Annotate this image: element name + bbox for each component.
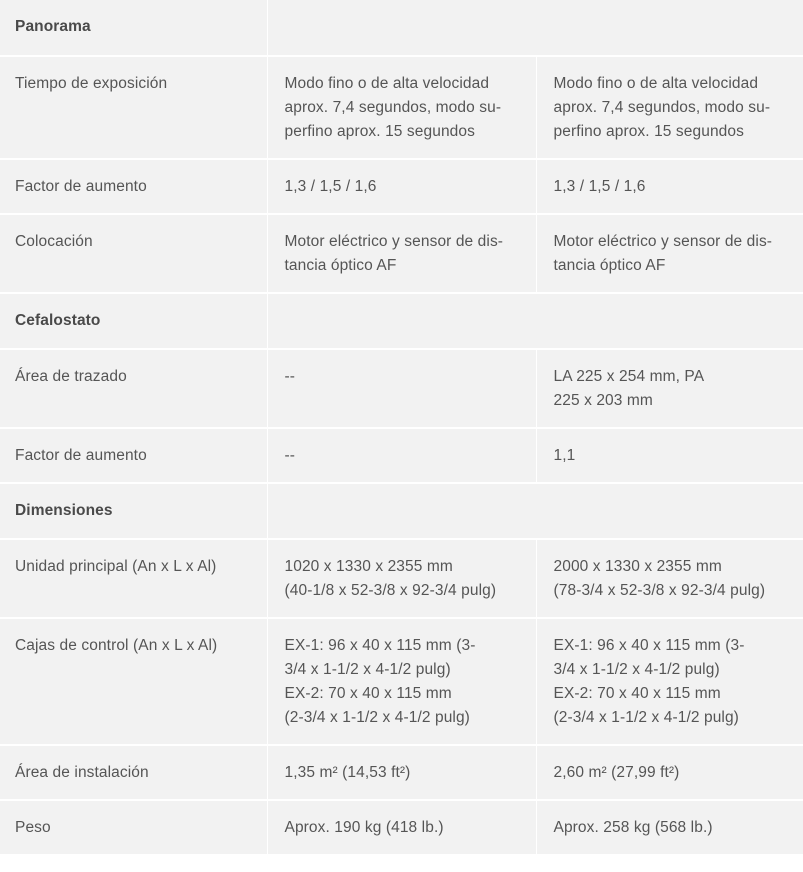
value-model-b: 1,1 xyxy=(536,428,803,483)
row-label: Cajas de control (An x L x Al) xyxy=(0,618,267,745)
section-spacer xyxy=(267,0,803,56)
row-label: Factor de aumento xyxy=(0,428,267,483)
value-model-a: 1,35 m² (14,53 ft²) xyxy=(267,745,536,800)
value-model-a: EX-1: 96 x 40 x 115 mm (3- 3/4 x 1-1/2 x 4-1/2 pulg) EX-2: 70 x 40 x 115 mm (2-3/4 x 1-1/2 x 4-1/2 pulg) xyxy=(267,618,536,745)
section-header-cefalostato xyxy=(0,293,803,349)
value-model-a: 1,3 / 1,5 / 1,6 xyxy=(267,159,536,214)
row-label: Peso xyxy=(0,800,267,855)
section-title: Dimensiones xyxy=(0,483,267,539)
row-label: Colocación xyxy=(0,214,267,293)
table-row-area-trazado xyxy=(0,349,803,428)
value-model-b: EX-1: 96 x 40 x 115 mm (3- 3/4 x 1-1/2 x 4-1/2 pulg) EX-2: 70 x 40 x 115 mm (2-3/4 x 1-1/2 x 4-1/2 pulg) xyxy=(536,618,803,745)
value-model-b: Modo fino o de alta velocidad aprox. 7,4 segundos, modo su- perfino aprox. 15 segundos xyxy=(536,56,803,159)
value-model-a: 1020 x 1330 x 2355 mm (40-1/8 x 52-3/8 x 92-3/4 pulg) xyxy=(267,539,536,618)
table-row-cajas-control xyxy=(0,618,803,745)
table-row-unidad-principal xyxy=(0,539,803,618)
value-model-a: -- xyxy=(267,349,536,428)
section-spacer xyxy=(267,483,803,539)
value-model-a: Motor eléctrico y sensor de dis- tancia óptico AF xyxy=(267,214,536,293)
row-label: Área de trazado xyxy=(0,349,267,428)
table-row-tiempo-exposicion xyxy=(0,56,803,159)
value-model-b: 2,60 m² (27,99 ft²) xyxy=(536,745,803,800)
value-model-b: Motor eléctrico y sensor de dis- tancia óptico AF xyxy=(536,214,803,293)
value-model-a: Aprox. 190 kg (418 lb.) xyxy=(267,800,536,855)
value-model-a: -- xyxy=(267,428,536,483)
value-model-b: 1,3 / 1,5 / 1,6 xyxy=(536,159,803,214)
table-row-factor-aumento-cefalostato xyxy=(0,428,803,483)
section-title: Cefalostato xyxy=(0,293,267,349)
table-row-colocacion xyxy=(0,214,803,293)
table-row-factor-aumento-panorama xyxy=(0,159,803,214)
value-model-b: LA 225 x 254 mm, PA 225 x 203 mm xyxy=(536,349,803,428)
table-row-peso xyxy=(0,800,803,855)
section-header-panorama xyxy=(0,0,803,56)
row-label: Área de instalación xyxy=(0,745,267,800)
row-label: Tiempo de exposición xyxy=(0,56,267,159)
value-model-b: 2000 x 1330 x 2355 mm (78-3/4 x 52-3/8 x 92-3/4 pulg) xyxy=(536,539,803,618)
value-model-b: Aprox. 258 kg (568 lb.) xyxy=(536,800,803,855)
section-title: Panorama xyxy=(0,0,267,56)
table-row-area-instalacion xyxy=(0,745,803,800)
row-label: Unidad principal (An x L x Al) xyxy=(0,539,267,618)
section-header-dimensiones xyxy=(0,483,803,539)
value-model-a: Modo fino o de alta velocidad aprox. 7,4 segundos, modo su- perfino aprox. 15 segundos xyxy=(267,56,536,159)
row-label: Factor de aumento xyxy=(0,159,267,214)
section-spacer xyxy=(267,293,803,349)
